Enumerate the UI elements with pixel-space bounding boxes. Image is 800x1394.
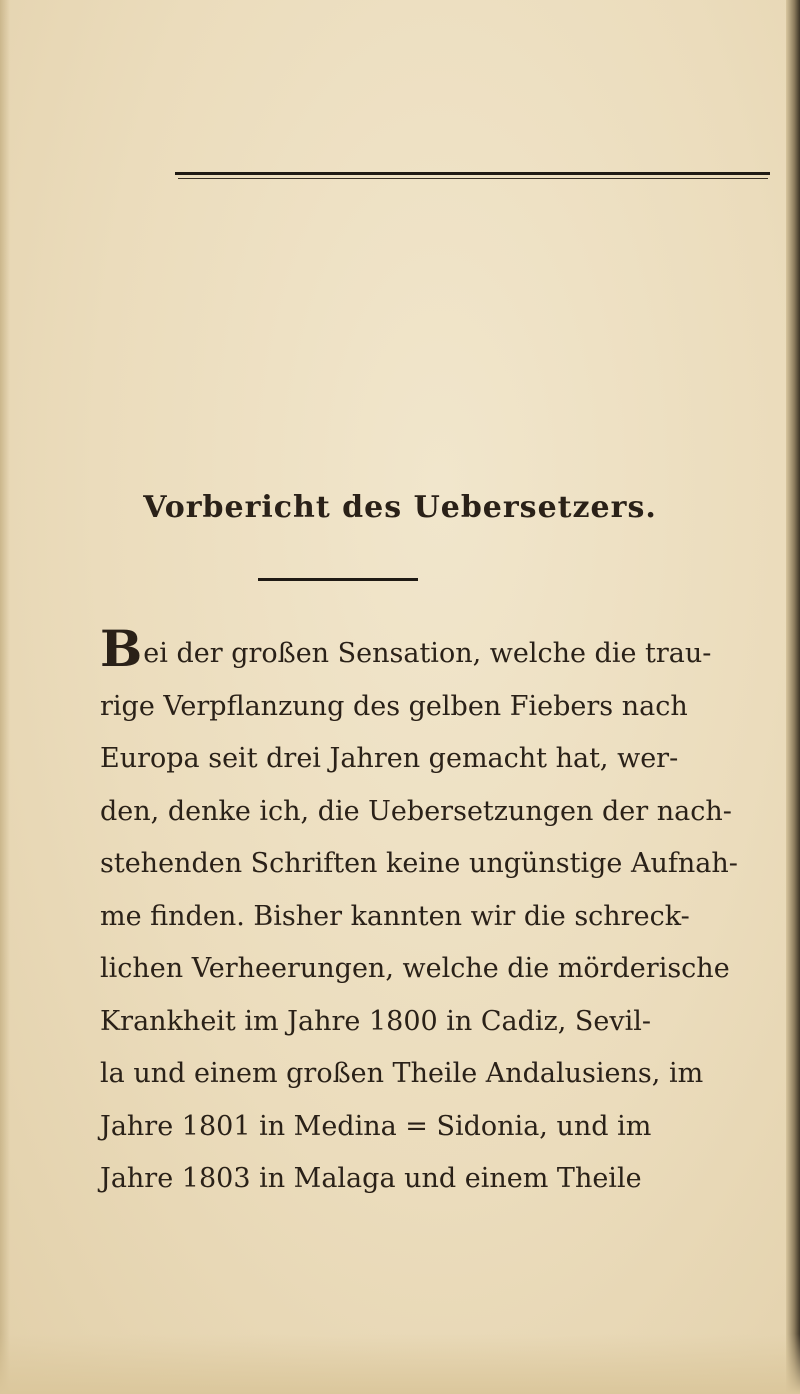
text-line: la und einem großen Theile Andalusiens, im	[100, 1058, 704, 1089]
text-line-content: ei der großen Sensation, welche die trau-	[143, 638, 712, 669]
body-text	[100, 619, 740, 1206]
text-line: rige Verpflanzung des gelben Fiebers nach	[100, 690, 688, 722]
page-heading: Vorbericht des Uebersetzers.	[143, 490, 657, 525]
text-line: stehenden Schriften keine ungünstige Aufnah-	[100, 848, 738, 879]
text-line: Europa seit drei Jahren gemacht hat, wer-	[100, 743, 679, 774]
top-rule	[175, 172, 770, 175]
text-line: den, denke ich, die Uebersetzungen der nach-	[100, 795, 732, 827]
page-right-edge	[786, 0, 800, 1394]
page-left-edge	[0, 0, 10, 1394]
drop-cap: B	[100, 619, 143, 678]
text-line: Jahre 1803 in Malaga und einem Theile	[100, 1163, 642, 1194]
text-line: Krankheit im Jahre 1800 in Cadiz, Sevil-	[100, 1005, 652, 1037]
top-rule-thin	[178, 178, 768, 179]
text-line: me finden. Bisher kannten wir die schreck-	[100, 900, 690, 932]
heading-rule	[258, 578, 418, 581]
text-line: lichen Verheerungen, welche die mörderische	[100, 953, 730, 984]
page-footer-shade	[0, 1334, 800, 1394]
text-line: Jahre 1801 in Medina = Sidonia, und im	[100, 1110, 652, 1142]
text-line	[100, 619, 740, 681]
